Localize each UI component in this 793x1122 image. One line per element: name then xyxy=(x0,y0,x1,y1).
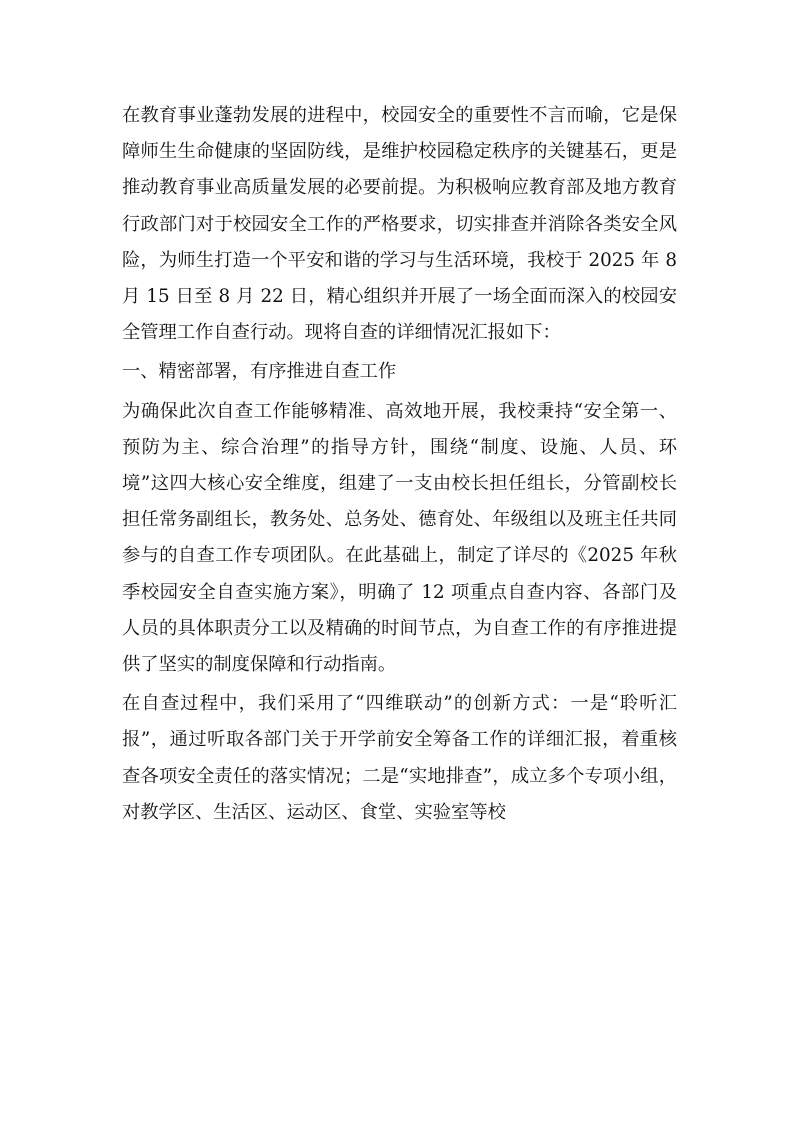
deployment-paragraph: 为确保此次自查工作能够精准、高效地开展，我校秉持“安全第一、预防为主、综合治理”的指导方针，围绕“制度、设施、人员、环境”这四大核心安全维度，组建了一支由校长担任组长，分管副校长担任常务副组长，教务处、总务处、德育处、年级组以及班主任共同参与的自查工作专项团队。在此基础上，制定了详尽的《2025 年秋季校园安全自查实施方案》，明确了 12 项重点自查内容、各部门及人员的具体职责分工以及精确的时间节点，为自查工作的有序推进提供了坚实的制度保障和行动指南。 xyxy=(122,400,677,676)
intro-paragraph: 在教育事业蓬勃发展的进程中，校园安全的重要性不言而喻，它是保障师生生命健康的坚固防线，是维护校园稳定秩序的关键基石，更是推动教育事业高质量发展的必要前提。为积极响应教育部及地方教育行政部门对于校园安全工作的严格要求，切实排查并消除各类安全风险，为师生打造一个平安和谐的学习与生活环境，我校于 2025 年 8 月 15 日至 8 月 22 日，精心组织并开展了一场全面而深入的校园安全管理工作自查行动。现将自查的详细情况汇报如下： xyxy=(122,105,677,344)
process-paragraph: 在自查过程中，我们采用了“四维联动”的创新方式：一是“聆听汇报”，通过听取各部门关于开学前安全筹备工作的详细汇报，着重核查各项安全责任的落实情况；二是“实地排查”，成立多个专项小组，对教学区、生活区、运动区、食堂、实验室等校 xyxy=(122,693,677,823)
document-body xyxy=(122,98,677,834)
section-heading-1: 一、精密部署，有序推进自查工作 xyxy=(122,361,397,383)
